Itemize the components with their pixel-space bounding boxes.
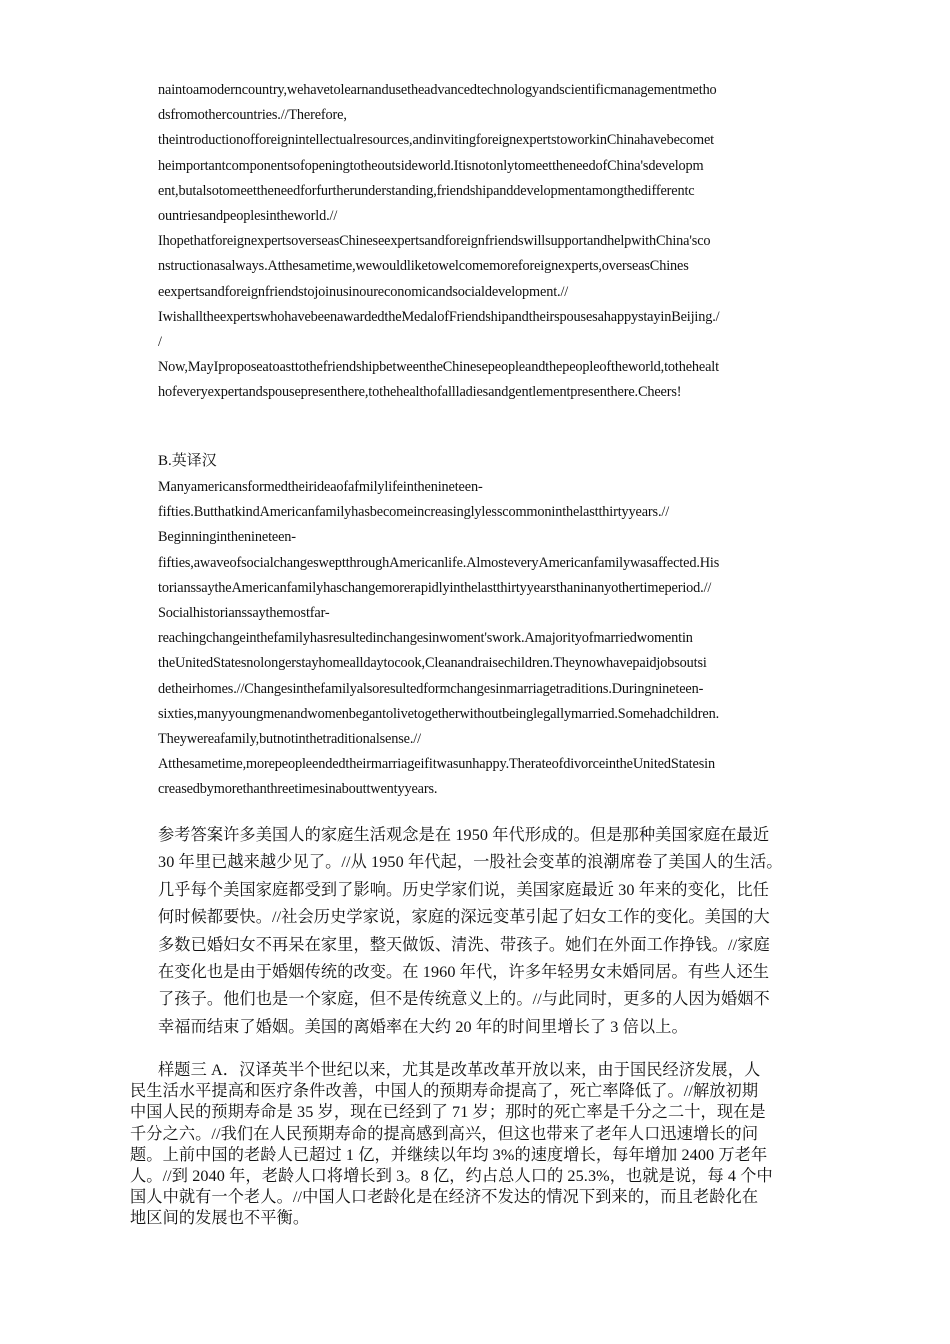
text-line: 民生活水平提高和医疗条件改善，中国人的预期寿命提高了，死亡率降低了。//解放初期 [130, 1082, 759, 1101]
text-line: naintoamoderncountry,wehavetolearnandusetheadvancedtechnologyandscientificmanagementmetho [158, 82, 717, 98]
text-line: ountriesandpeoplesintheworld.// [158, 208, 338, 225]
text-line: torianssaytheAmericanfamilyhaschangemorerapidlyinthelastthirtyyearsthaninanyothertimeperiod.// [158, 579, 712, 596]
part-b-reference-answer [158, 822, 842, 1041]
text-line: 几乎每个美国家庭都受到了影响。历史学家们说，美国家庭最近 30 年来的变化，比任 [158, 880, 770, 899]
text-line: IhopethatforeignexpertsoverseasChineseexpertsandforeignfriendswillsupportandhelpwithChina'sco [158, 233, 711, 250]
text-line: fifties,awaveofsocialchangesweptthroughAmericanlife.AlmosteveryAmericanfamilywasaffected.His [158, 554, 720, 571]
text-line: IwishalltheexpertswhohavebeenawardedtheMedalofFriendshipandtheirspousesahappystayinBeijing./ [158, 308, 720, 325]
text-line: creasedbymorethanthreetimesinabouttwentyyears. [158, 781, 438, 798]
text-line: 幸福而结束了婚姻。美国的离婚率在大约 20 年的时间里增长了 3 倍以上。 [158, 1017, 688, 1036]
text-line: Socialhistorianssaythemostfar- [158, 605, 330, 622]
text-line: 千分之六。//我们在人民预期寿命的提高感到高兴，但这也带来了老年人口迅速增长的问 [130, 1124, 759, 1143]
text-line: 中国人民的预期寿命是 35 岁，现在已经到了 71 岁；那时的死亡率是千分之二十，现在是 [130, 1103, 766, 1122]
text-line: 在变化也是由于婚姻传统的改变。在 1960 年代，许多年轻男女未婚同居。有些人还生 [158, 963, 770, 982]
text-line: sixties,manyyoungmenandwomenbegantolivetogetherwithoutbeinglegallymarried.Somehadchildren. [158, 705, 720, 722]
text-line: Beginninginthenineteen- [158, 529, 296, 546]
text-line: 多数已婚妇女不再呆在家里，整天做饭、清洗、带孩子。她们在外面工作挣钱。//家庭 [158, 935, 770, 954]
section-b-heading: B.英译汉 [158, 453, 217, 469]
text-line: nstructionasalways.Atthesametime,wewouldliketowelcomemoreforeignexperts,overseasChines [158, 258, 689, 275]
text-line: Atthesametime,morepeopleendedtheirmarriageifitwasunhappy.TherateofdivorceintheUnitedStatesin [158, 756, 715, 773]
text-line: Now,MayIproposeatoasttothefriendshipbetweentheChinesepeopleandthepeopleoftheworld,tothehealt [158, 359, 719, 376]
text-line: ent,butalsotomeettheneedforfurtherunderstanding,friendshipanddevelopmentamongthedifferentc [158, 182, 695, 199]
text-line: 题。上前中国的老龄人已超过 1 亿，并继续以年均 3%的速度增长，每年增加 2400 万老年 [130, 1145, 768, 1164]
text-line: Theywereafamily,butnotinthetraditionalsense.// [158, 731, 421, 748]
text-line: 样题三 A．汉译英半个世纪以来，尤其是改革改革开放以来，由于国民经济发展，人 [158, 1061, 761, 1079]
text-line: hofeveryexpertandspousepresenthere,tothehealthofallladiesandgentlementpresenthere.Cheers! [158, 384, 682, 401]
text-line: 地区间的发展也不平衡。 [130, 1209, 310, 1228]
text-line: Manyamericansformedtheirideaofafmilylifeinthenineteen- [158, 479, 483, 495]
sample-three-paragraph [130, 1060, 830, 1230]
text-line: 参考答案许多美国人的家庭生活观念是在 1950 年代形成的。但是那种美国家庭在最近 [158, 826, 770, 844]
part-a-english-text [158, 78, 840, 406]
part-b-english-text [158, 475, 840, 803]
text-line: dsfromothercountries.//Therefore, [158, 107, 347, 124]
text-line: 了孩子。他们也是一个家庭，但不是传统意义上的。//与此同时，更多的人因为婚姻不 [158, 990, 770, 1009]
text-line: theUnitedStatesnolongerstayhomealldaytocook,Cleanandraisechildren.Theynowhavepaidjobsoutsi [158, 655, 707, 672]
text-line: / [158, 334, 162, 351]
text-line: 国人中就有一个老人。//中国人口老龄化是在经济不发达的情况下到来的，而且老龄化在 [130, 1188, 759, 1207]
text-line: reachingchangeinthefamilyhasresultedinchangesinwoment'swork.Amajorityofmarriedwomentin [158, 630, 693, 647]
text-line: 人。//到 2040 年，老龄人口将增长到 3。8 亿，约占总人口的 25.3%，也就是说，每 4 个中 [130, 1167, 773, 1186]
text-line: 何时候都要快。//社会历史学家说，家庭的深远变革引起了妇女工作的变化。美国的大 [158, 908, 770, 927]
text-line: heimportantcomponentsofopeningtotheoutsideworld.ItisnotonlytomeettheneedofChina'sdevelopm [158, 157, 704, 174]
text-line: theintroductionofforeignintellectualresources,andinvitingforeignexpertstoworkinChinahavebecomet [158, 132, 714, 149]
text-line: 30 年里已越来越少见了。//从 1950 年代起，一股社会变革的浪潮席卷了美国人的生活。 [158, 853, 783, 872]
text-line: eexpertsandforeignfriendstojoinusinoureconomicandsocialdevelopment.// [158, 283, 569, 300]
text-line: fifties.ButthatkindAmericanfamilyhasbecomeincreasinglylesscommoninthelastthirtyyears.// [158, 504, 670, 521]
text-line: detheirhomes.//Changesinthefamilyalsoresultedformchangesinmarriagetraditions.Duringnineteen- [158, 680, 704, 697]
